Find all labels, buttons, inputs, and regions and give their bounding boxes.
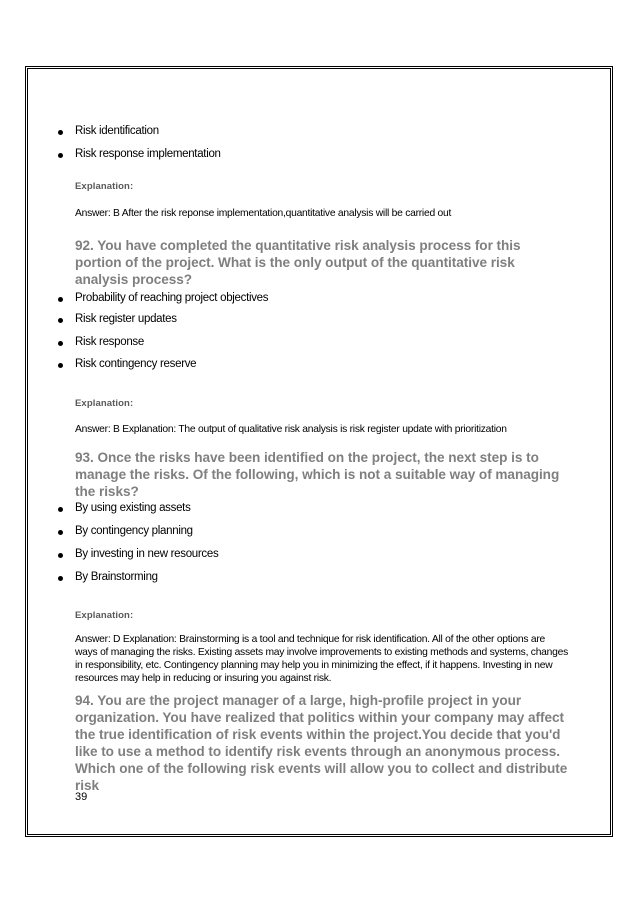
bullet-icon (58, 576, 63, 581)
explanation-label: Explanation: (75, 398, 134, 409)
bullet-icon (58, 530, 63, 535)
answer-text: Answer: D Explanation: Brainstorming is a tool and technique for risk identification. All of the other options are ways of managing the risks. Existing assets may involve improvements to existing methods and systems, changes in responsibility, etc. Contingency planning may help you in minimizing the effect, if it happens. Investing in new resources may help in reducing or insuring you against risk. (75, 634, 568, 685)
bullet-icon (58, 341, 63, 346)
bullet-icon (58, 507, 63, 512)
bullet-icon (58, 553, 63, 558)
bullet-icon (58, 318, 63, 323)
question-92: 92. You have completed the quantitative risk analysis process for this portion of the project. What is the only output of the quantitative risk analysis process? (75, 238, 521, 287)
bullet-icon (58, 130, 63, 135)
question-94: 94. You are the project manager of a large, high-profile project in your organization. You have realized that politics within your company may affect the true identification of risk events within the project.You decide that you'd like to use a method to identify risk events through an anonymous process. Which one of the following risk events will allow you to collect and distribute risk (75, 693, 568, 793)
explanation-label: Explanation: (75, 610, 134, 621)
bullet-icon (58, 297, 63, 302)
explanation-label: Explanation: (75, 181, 134, 192)
page-number: 39 (75, 791, 88, 803)
bullet-icon (58, 153, 63, 158)
answer-text: Answer: B After the risk reponse implementation,quantitative analysis will be carried out (75, 208, 452, 219)
question-93: 93. Once the risks have been identified on the project, the next step is to manage the risks. Of the following, which is not a suitable way of managing the risks? (75, 450, 560, 499)
answer-text: Answer: B Explanation: The output of qualitative risk analysis is risk register update with prioritization (75, 424, 507, 435)
bullet-icon (58, 363, 63, 368)
